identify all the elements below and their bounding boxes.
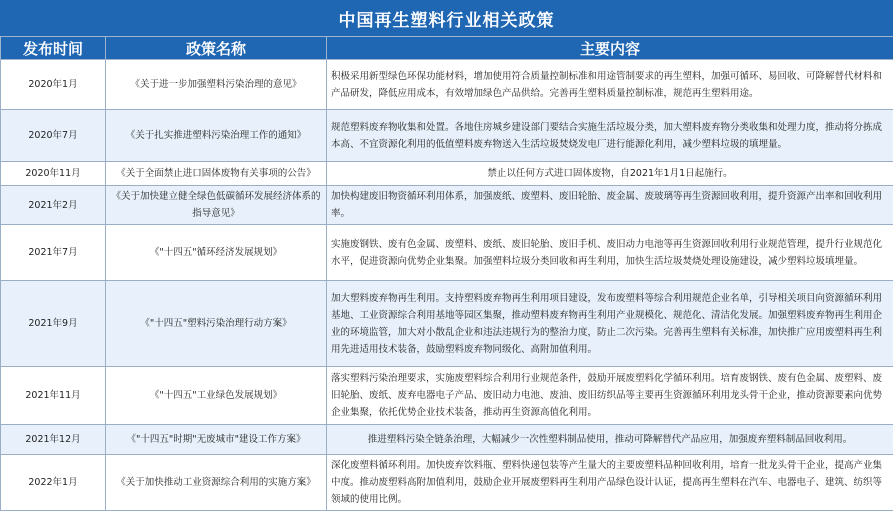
table-row — [1, 225, 893, 281]
row-date: 2020年11月 — [1, 162, 106, 186]
row-date: 2021年7月 — [1, 225, 106, 281]
row-content: 实施废钢铁、废有色金属、废塑料、废纸、废旧轮胎、废旧手机、废旧动力电池等再生资源回收利用行业规范管理，提升行业规范化水平，促进资源向优势企业集聚。加强塑料垃圾分类回收和再生利用，加快生活垃圾焚烧处理设施建设，减少塑料垃圾填埋量。 — [327, 225, 893, 281]
table-row — [1, 110, 893, 162]
row-policy-name: 《关于加快建立健全绿色低碳循环发展经济体系的指导意见》 — [106, 186, 327, 225]
row-date: 2020年1月 — [1, 60, 106, 110]
row-policy-name: 《"十四五"工业绿色发展规划》 — [106, 367, 327, 425]
row-policy-name: 《关于全面禁止进口固体废物有关事项的公告》 — [106, 162, 327, 186]
row-policy-name: 《关于扎实推进塑料污染治理工作的通知》 — [106, 110, 327, 162]
table-row — [1, 455, 893, 511]
row-date: 2021年9月 — [1, 281, 106, 367]
row-policy-name: 《"十四五"塑料污染治理行动方案》 — [106, 281, 327, 367]
table-header-row — [1, 37, 893, 60]
table-row — [1, 367, 893, 425]
row-date: 2021年12月 — [1, 425, 106, 455]
table-row — [1, 186, 893, 225]
row-policy-name: 《"十四五"循环经济发展规划》 — [106, 225, 327, 281]
row-date: 2021年2月 — [1, 186, 106, 225]
row-policy-name: 《"十四五"时期"无废城市"建设工作方案》 — [106, 425, 327, 455]
row-date: 2021年11月 — [1, 367, 106, 425]
policy-table — [0, 36, 893, 511]
table-row — [1, 162, 893, 186]
row-policy-name: 《关于加快推动工业资源综合利用的实施方案》 — [106, 455, 327, 511]
table-row — [1, 281, 893, 367]
row-content: 深化废塑料循环利用。加快废弃饮料瓶、塑料快递包装等产生量大的主要废塑料品种回收利用，培育一批龙头骨干企业，提高产业集中度。推动废塑料高附加值利用，鼓励企业开展废塑料再生利用产品绿色设计认证，提高再生塑料在汽车、电器电子、建筑、纺织等领域的使用比例。 — [327, 455, 893, 511]
row-content: 禁止以任何方式进口固体废物，自2021年1月1日起施行。 — [327, 162, 893, 186]
row-content: 推进塑料污染全链条治理，大幅减少一次性塑料制品使用，推动可降解替代产品应用，加强废弃塑料制品回收利用。 — [327, 425, 893, 455]
row-content: 加快构建废旧物资循环利用体系，加强废纸、废塑料、废旧轮胎、废金属、废玻璃等再生资源回收利用，提升资源产出率和回收利用率。 — [327, 186, 893, 225]
header-name: 政策名称 — [106, 37, 327, 60]
header-content: 主要内容 — [327, 37, 893, 60]
table-row — [1, 425, 893, 455]
row-date: 2020年7月 — [1, 110, 106, 162]
row-content: 加大塑料废弃物再生利用。支持塑料废弃物再生利用项目建设，发布废塑料等综合利用规范企业名单，引导相关项目向资源循环利用基地、工业资源综合利用基地等园区集聚，推动塑料废弃物再生利用产业规模化、规范化、清洁化发展。加强塑料废弃物再生利用企业的环境监管，加大对小散乱企业和违法违规行为的整治力度，防止二次污染。完善再生塑料有关标准，加快推广应用废塑料再生利用先进适用技术装备，鼓励塑料废弃物同级化、高附加值利用。 — [327, 281, 893, 367]
row-date: 2022年1月 — [1, 455, 106, 511]
row-policy-name: 《关于进一步加强塑料污染治理的意见》 — [106, 60, 327, 110]
page-title: 中国再生塑料行业相关政策 — [0, 0, 893, 36]
row-content: 落实塑料污染治理要求，实施废塑料综合利用行业规范条件，鼓励开展废塑料化学循环利用。培育废钢铁、废有色金属、废塑料、废旧轮胎、废纸、废弃电器电子产品、废旧动力电池、废油、废旧纺织品等主要再生资源循环利用龙头骨干企业，推动资源要素向优势企业集聚，依托优势企业技术装备，推动再生资源高值化利用。 — [327, 367, 893, 425]
row-content: 积极采用新型绿色环保功能材料，增加使用符合质量控制标准和用途管制要求的再生塑料，加强可循环、易回收、可降解替代材料和产品研发，降低应用成本，有效增加绿色产品供给。完善再生塑料质量控制标准，规范再生塑料用途。 — [327, 60, 893, 110]
table-row — [1, 60, 893, 110]
row-content: 规范塑料废弃物收集和处置。各地住房城乡建设部门要结合实施生活垃圾分类，加大塑料废弃物分类收集和处理力度，推动将分拣成本高、不宜资源化利用的低值塑料废弃物送入生活垃圾焚烧发电厂进行能源化利用，减少塑料垃圾的填埋量。 — [327, 110, 893, 162]
header-date: 发布时间 — [1, 37, 106, 60]
